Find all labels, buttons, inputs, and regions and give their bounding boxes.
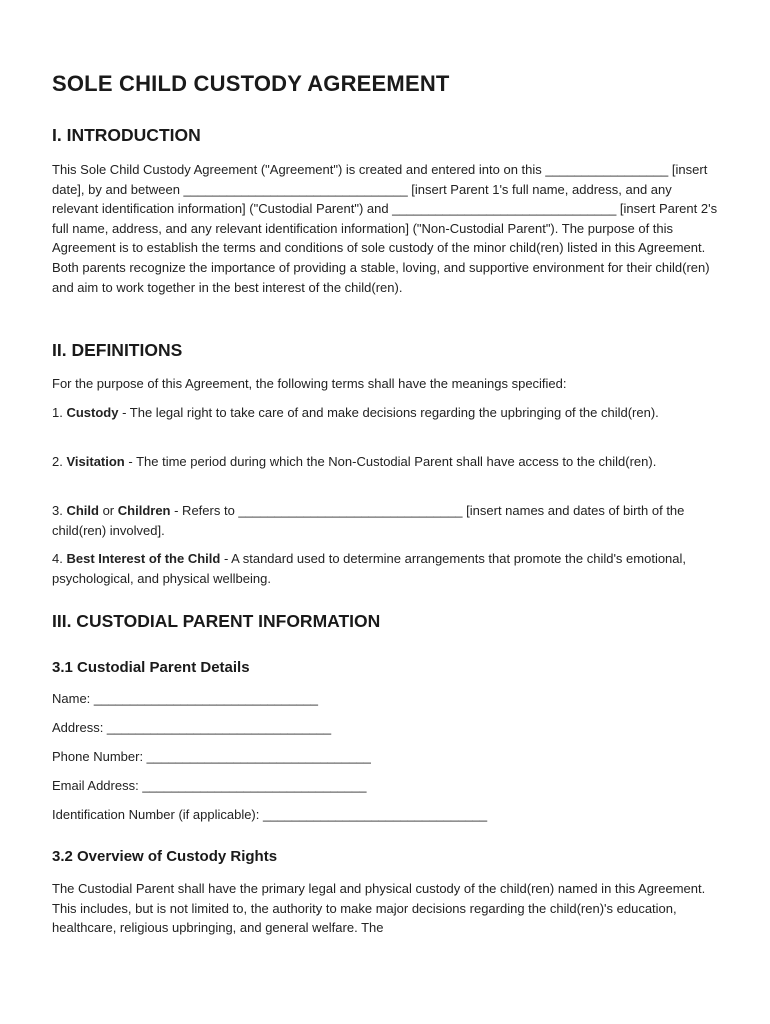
custodial-info-heading: III. CUSTODIAL PARENT INFORMATION bbox=[52, 611, 381, 631]
form-field-email[interactable] bbox=[52, 776, 718, 796]
definition-term-alt: Children bbox=[117, 503, 171, 518]
custodial-details-heading: 3.1 Custodial Parent Details bbox=[52, 659, 250, 676]
field-blank[interactable]: _______________________________ bbox=[263, 807, 488, 822]
form-field-identification[interactable] bbox=[52, 805, 718, 825]
definition-connector: or bbox=[98, 503, 118, 518]
definition-number: 4. bbox=[52, 551, 63, 566]
form-field-phone[interactable] bbox=[52, 747, 718, 767]
form-field-address[interactable] bbox=[52, 718, 718, 738]
definition-number: 2. bbox=[52, 454, 63, 469]
definitions-lead: For the purpose of this Agreement, the following terms shall have the meanings specified: bbox=[52, 376, 567, 391]
intro-paragraph: This Sole Child Custody Agreement ("Agreement") is created and entered into on this _________________ [insert date], by and between _______________________________ [insert Parent 1's full name, address, and any relevant identification information] ("Custodial Parent") and _______________________________ [insert Parent 2's full name, address, and any relevant identification information] ("Non-Custodial Parent"). The purpose of this Agreement is to establish the terms and conditions of sole custody of the minor child(ren) listed in this Agreement. Both parents recognize the importance of providing a stable, loving, and supportive environment for their child(ren) and aim to work together in the best interest of the child(ren). bbox=[52, 162, 718, 295]
definition-item bbox=[52, 501, 718, 540]
definition-item bbox=[52, 549, 718, 588]
definition-text: - A standard used to determine arrangements that promote the child's emotional, psychological, and physical wellbeing. bbox=[52, 551, 687, 586]
form-field-name[interactable] bbox=[52, 689, 718, 709]
definition-number: 1. bbox=[52, 405, 63, 420]
definition-term: Visitation bbox=[66, 454, 125, 469]
field-blank[interactable]: _______________________________ bbox=[142, 778, 367, 793]
definition-text: - The legal right to take care of and make decisions regarding the upbringing of the child(ren). bbox=[118, 405, 659, 420]
field-blank[interactable]: _______________________________ bbox=[93, 691, 319, 706]
field-blank[interactable]: _______________________________ bbox=[106, 720, 332, 735]
definition-item bbox=[52, 403, 718, 423]
custody-rights-paragraph: The Custodial Parent shall have the primary legal and physical custody of the child(ren) named in this Agreement. This includes, but is not limited to, the authority to make major decisions regarding the child(ren)'s education, healthcare, religious upbringing, and general welfare. The bbox=[52, 881, 706, 936]
document-title: SOLE CHILD CUSTODY AGREEMENT bbox=[52, 71, 450, 96]
definition-text: - The time period during which the Non-Custodial Parent shall have access to the child(ren). bbox=[124, 454, 657, 469]
field-label: Identification Number (if applicable): bbox=[52, 807, 263, 822]
definition-term: Child bbox=[66, 503, 99, 518]
definition-number: 3. bbox=[52, 503, 63, 518]
definition-term: Best Interest of the Child bbox=[66, 551, 221, 566]
field-label: Phone Number: bbox=[52, 749, 147, 764]
custody-rights-heading: 3.2 Overview of Custody Rights bbox=[52, 848, 278, 865]
definition-text: - Refers to _______________________________ [insert names and dates of birth of the child(ren) involved]. bbox=[52, 503, 685, 538]
definition-term: Custody bbox=[66, 405, 119, 420]
field-label: Name: bbox=[52, 691, 94, 706]
intro-heading: I. INTRODUCTION bbox=[52, 125, 201, 145]
definitions-heading: II. DEFINITIONS bbox=[52, 340, 183, 360]
field-label: Address: bbox=[52, 720, 107, 735]
field-blank[interactable]: _______________________________ bbox=[146, 749, 371, 764]
definition-item bbox=[52, 452, 718, 472]
field-label: Email Address: bbox=[52, 778, 143, 793]
